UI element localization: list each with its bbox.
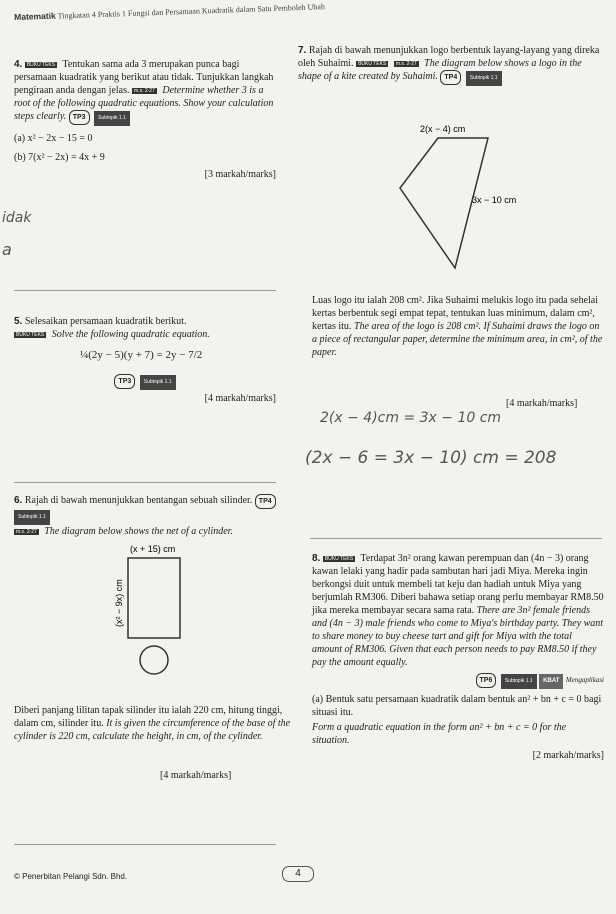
q7-marks: [4 markah/marks] (506, 398, 578, 409)
question-7 (298, 44, 603, 86)
q5-english: Solve the following quadratic equation. (51, 329, 210, 340)
cylinder-rectangle (128, 558, 180, 638)
q7-ms-badge: m.s. 2-27 (395, 60, 417, 67)
q8-marks: [2 markah/marks] (532, 750, 604, 761)
page-header (14, 1, 325, 22)
q6-english-2: It is given the circumference of the base of the cylinder is 220 cm, calculate the height, in cm, of the cylinder. (14, 718, 291, 742)
q7-subtopic-badge: Subtopik 1.1 (466, 71, 502, 86)
question-6 (14, 494, 304, 538)
ms-badge: m.s. 2-27 (134, 87, 155, 94)
question-4 (14, 58, 276, 181)
handwriting-idak: idak (2, 210, 32, 226)
page-number: 4 (282, 866, 314, 882)
q6-tp-badge: TP4 (255, 494, 276, 509)
q7-malay-2: Luas logo itu ialah 208 cm². Jika Suhaimi melukis logo itu pada sehelai kertas berbentuk segi empat tepat, tentukan luas minimum, dalam cm², kertas itu. (312, 295, 599, 332)
q5-buku-badge: BUKU TEKS (16, 331, 45, 338)
question-5 (14, 315, 276, 405)
q4-part-b: (b) 7(x² − 2x) = 4x + 9 (14, 152, 105, 163)
q8-part-a-malay: (a) Bentuk satu persamaan kuadratik dalam bentuk an² + bn + c = 0 bagi situasi itu. (312, 694, 602, 718)
q8-malay: Terdapat 3n² orang kawan perempuan dan (4n − 3) orang kawan lelaki yang hadir pada sambutan hari jadi Miya. Mereka ingin berkongsi duit untuk membeli tat keju dan hadiah untuk Miya yang berjumlah RM306. Diberi bahawa setiap orang perlu membayar RM8.50 jika mereka membayar secara sama rata. (312, 553, 604, 616)
header-text: Tingkatan 4 Praktis 1 Fungsi dan Persamaan Kuadratik dalam Satu Pemboleh Ubah (57, 2, 326, 21)
q8-number: 8. (312, 553, 321, 564)
q8-buku-badge: BUKU TEKS (324, 555, 354, 562)
q8-tp-badge: TP6 (476, 673, 497, 688)
q6-ms-badge: m.s. 2-27 (16, 528, 37, 535)
q7-part2 (312, 294, 604, 359)
handwriting-work-1: 2(x − 4)cm = 3x − 10 cm (320, 410, 502, 426)
q5-tp-badge: TP3 (114, 374, 135, 389)
header-subject: Matematik (14, 10, 56, 22)
q5-equation: ¼(2y − 5)(y + 7) = 2y − 7/2 (80, 349, 203, 361)
q8-part-a-english: Form a quadratic equation in the form an² + bn + c = 0 for the situation. (312, 722, 567, 746)
q4-subtopic-badge: Subtopik 1.1 (94, 111, 130, 126)
handwriting-work-2: (2x − 6 = 3x − 10) cm = 208 (305, 448, 557, 468)
q8-kbat-subtitle: Mengaplikasi (565, 676, 604, 684)
cylinder-net-diagram (110, 542, 220, 682)
q6-malay-2: Diberi panjang lilitan tapak silinder itu ialah 220 cm, hitung tinggi, dalam cm, silinder itu. (14, 705, 283, 729)
divider (14, 482, 276, 483)
q6-marks: [4 markah/marks] (160, 770, 232, 781)
question-8 (312, 552, 604, 762)
q7-english-2: The area of the logo is 208 cm². If Suhaimi draws the logo on a piece of rectangular paper, determine the minimum area, in cm², of the paper. (312, 321, 603, 358)
q7-buku-badge: BUKU TEKS (358, 60, 387, 67)
q8-english: There are 3n² female friends and (4n − 3) male friends who come to Miya's birthday party. They want to share money to buy cheese tart and gift for Miya with the total amount of RM306. Given that each person needs to pay RM8.50 if they pay the amount equally. (312, 605, 604, 668)
cylinder-top-label: (x + 15) cm (130, 544, 176, 554)
q7-tp-badge: TP4 (440, 70, 461, 85)
q4-marks: [3 markah/marks] (204, 169, 276, 180)
divider (14, 290, 276, 291)
q6-subtopic-badge: Subtopik 1.1 (14, 510, 50, 525)
cylinder-side-label: (x² − 9x) cm (114, 579, 124, 627)
q7-number: 7. (298, 45, 307, 56)
q4-number: 4. (14, 59, 23, 70)
cylinder-base-circle (140, 646, 168, 674)
q4-malay: Tentukan sama ada 3 merupakan punca bagi persamaan kuadratik yang berikut atau tidak. Tunjukkan langkah pengiraan anda dengan jelas. (14, 59, 274, 96)
kite-side-label: 3x − 10 cm (472, 195, 517, 205)
divider (310, 538, 602, 539)
q7-malay: Rajah di bawah menunjukkan logo berbentuk layang-layang yang direka oleh Suhaimi. (298, 45, 600, 69)
q4-part-a: (a) x² − 2x − 15 = 0 (14, 133, 93, 144)
q8-kbat-badge: KBAT (539, 674, 563, 689)
q5-subtopic-badge: Subtopik 1.1 (140, 375, 176, 390)
buku-teks-badge: BUKU TEKS (26, 61, 56, 68)
q8-subtopic-badge: Subtopik 1.1 (501, 674, 537, 689)
q5-marks: [4 markah/marks] (204, 393, 276, 404)
q5-number: 5. (14, 316, 23, 327)
footer-publisher: © Penerbitan Pelangi Sdn. Bhd. (14, 872, 128, 881)
q4-tp-badge: TP3 (69, 110, 90, 125)
q6-malay: Rajah di bawah menunjukkan bentangan sebuah silinder. (24, 495, 253, 506)
q4-english: Determine whether 3 is a root of the following quadratic equations. Show your calculation steps clearly. (14, 85, 274, 122)
divider (14, 844, 276, 845)
q7-english: The diagram below shows a logo in the shape of a kite created by Suhaimi. (298, 58, 582, 82)
kite-top-label: 2(x − 4) cm (420, 124, 466, 134)
q6-part2 (14, 704, 294, 743)
handwriting-a: a (2, 240, 12, 259)
q5-malay: Selesaikan persamaan kuadratik berikut. (24, 316, 187, 327)
kite-diagram (380, 118, 560, 288)
q6-number: 6. (14, 495, 23, 506)
q6-english: The diagram below shows the net of a cylinder. (44, 526, 233, 537)
